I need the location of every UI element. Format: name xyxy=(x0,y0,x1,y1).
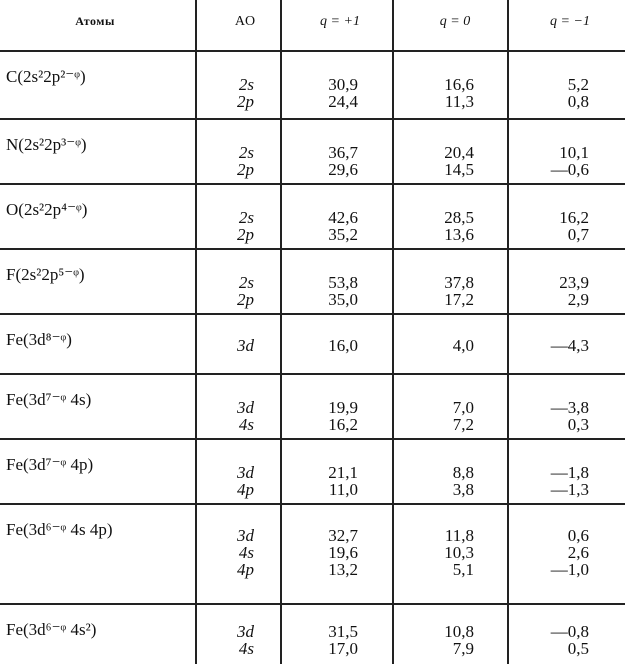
atom-label: Fe(3d⁶⁻ᵠ 4s²) xyxy=(6,620,97,639)
orbital-label: 2s xyxy=(238,273,254,292)
orbital-label: 2p xyxy=(237,290,254,309)
value-q-minus: —1,3 xyxy=(550,480,589,499)
row-divider xyxy=(0,248,625,250)
value-q-plus: 24,4 xyxy=(328,92,358,111)
value-q-zero: 17,2 xyxy=(444,290,474,309)
row-divider xyxy=(0,438,625,440)
value-q-zero: 3,8 xyxy=(452,480,474,499)
value-q-plus: 16,0 xyxy=(328,336,358,355)
row-divider xyxy=(0,118,625,120)
value-q-plus: 11,0 xyxy=(328,480,358,499)
value-q-zero: 4,0 xyxy=(452,336,474,355)
value-q-zero: 8,8 xyxy=(452,463,474,482)
orbital-label: 2p xyxy=(237,92,254,111)
value-q-minus: 16,2 xyxy=(559,208,589,227)
value-q-zero: 10,3 xyxy=(444,543,474,562)
value-q-plus: 17,0 xyxy=(328,639,358,658)
value-q-plus: 31,5 xyxy=(328,622,358,641)
value-q-zero: 11,3 xyxy=(444,92,474,111)
value-q-minus: 2,6 xyxy=(567,543,589,562)
orbital-label: 3d xyxy=(237,526,254,545)
value-q-plus: 21,1 xyxy=(328,463,358,482)
orbital-label: 4p xyxy=(237,560,254,579)
value-q-minus: 23,9 xyxy=(559,273,589,292)
value-q-zero: 37,8 xyxy=(444,273,474,292)
value-q-zero: 5,1 xyxy=(452,560,474,579)
row-divider xyxy=(0,313,625,315)
value-q-zero: 7,2 xyxy=(452,415,474,434)
value-q-plus: 35,0 xyxy=(328,290,358,309)
row-divider xyxy=(0,503,625,505)
value-q-plus: 13,2 xyxy=(328,560,358,579)
value-q-plus: 19,6 xyxy=(328,543,358,562)
value-q-zero: 7,9 xyxy=(452,639,474,658)
value-q-minus: 2,9 xyxy=(567,290,589,309)
atom-label: N(2s²2p³⁻ᵠ) xyxy=(6,135,87,154)
value-q-minus: —0,6 xyxy=(550,160,589,179)
value-q-minus: —0,8 xyxy=(550,622,589,641)
row-divider xyxy=(0,603,625,605)
value-q-minus: 10,1 xyxy=(559,143,589,162)
value-q-minus: —1,0 xyxy=(550,560,589,579)
atom-label: Fe(3d⁸⁻ᵠ) xyxy=(6,330,72,349)
atom-label: Fe(3d⁶⁻ᵠ 4s 4p) xyxy=(6,520,113,539)
column-divider xyxy=(507,0,509,664)
orbital-label: 4s xyxy=(238,639,254,658)
orbital-label: 2s xyxy=(238,208,254,227)
orbital-label: 3d xyxy=(237,622,254,641)
orbital-label: 3d xyxy=(237,463,254,482)
value-q-plus: 42,6 xyxy=(328,208,358,227)
value-q-minus: 0,7 xyxy=(567,225,589,244)
header-q-zero: q = 0 xyxy=(439,14,471,29)
value-q-minus: —1,8 xyxy=(550,463,589,482)
value-q-minus: 5,2 xyxy=(567,75,589,94)
value-q-minus: —3,8 xyxy=(550,398,589,417)
header-q-minus: q = −1 xyxy=(550,14,590,29)
header-atoms: Атомы xyxy=(75,14,115,28)
row-divider xyxy=(0,373,625,375)
column-divider xyxy=(280,0,282,664)
value-q-minus: 0,5 xyxy=(567,639,589,658)
orbital-label: 4p xyxy=(237,480,254,499)
value-q-plus: 32,7 xyxy=(328,526,358,545)
value-q-plus: 36,7 xyxy=(328,143,358,162)
atom-label: C(2s²2p²⁻ᵠ) xyxy=(6,67,86,86)
atom-label: Fe(3d⁷⁻ᵠ 4p) xyxy=(6,455,94,474)
value-q-zero: 16,6 xyxy=(444,75,474,94)
orbital-label: 4s xyxy=(238,543,254,562)
atom-label: O(2s²2p⁴⁻ᵠ) xyxy=(6,200,88,219)
value-q-plus: 19,9 xyxy=(328,398,358,417)
value-q-minus: 0,3 xyxy=(567,415,589,434)
value-q-minus: 0,8 xyxy=(567,92,589,111)
value-q-plus: 16,2 xyxy=(328,415,358,434)
orbital-label: 4s xyxy=(238,415,254,434)
header-ao: AO xyxy=(234,14,256,29)
orbital-label: 3d xyxy=(237,336,254,355)
orbital-label: 2s xyxy=(238,143,254,162)
atom-label: F(2s²2p⁵⁻ᵠ) xyxy=(6,265,85,284)
orbital-label: 2s xyxy=(238,75,254,94)
value-q-minus: 0,6 xyxy=(567,526,589,545)
row-divider xyxy=(0,183,625,185)
value-q-zero: 14,5 xyxy=(444,160,474,179)
value-q-zero: 11,8 xyxy=(444,526,474,545)
column-divider xyxy=(195,0,197,664)
header-q-plus: q = +1 xyxy=(320,14,360,29)
atom-label: Fe(3d⁷⁻ᵠ 4s) xyxy=(6,390,92,409)
value-q-zero: 10,8 xyxy=(444,622,474,641)
value-q-zero: 7,0 xyxy=(452,398,474,417)
value-q-plus: 53,8 xyxy=(328,273,358,292)
value-q-zero: 28,5 xyxy=(444,208,474,227)
column-divider xyxy=(392,0,394,664)
orbital-label: 2p xyxy=(237,225,254,244)
value-q-zero: 13,6 xyxy=(444,225,474,244)
row-divider xyxy=(0,50,625,52)
value-q-plus: 30,9 xyxy=(328,75,358,94)
value-q-minus: —4,3 xyxy=(550,336,589,355)
orbital-label: 3d xyxy=(237,398,254,417)
value-q-plus: 35,2 xyxy=(328,225,358,244)
table-header xyxy=(0,0,625,50)
orbital-label: 2p xyxy=(237,160,254,179)
value-q-plus: 29,6 xyxy=(328,160,358,179)
value-q-zero: 20,4 xyxy=(444,143,474,162)
